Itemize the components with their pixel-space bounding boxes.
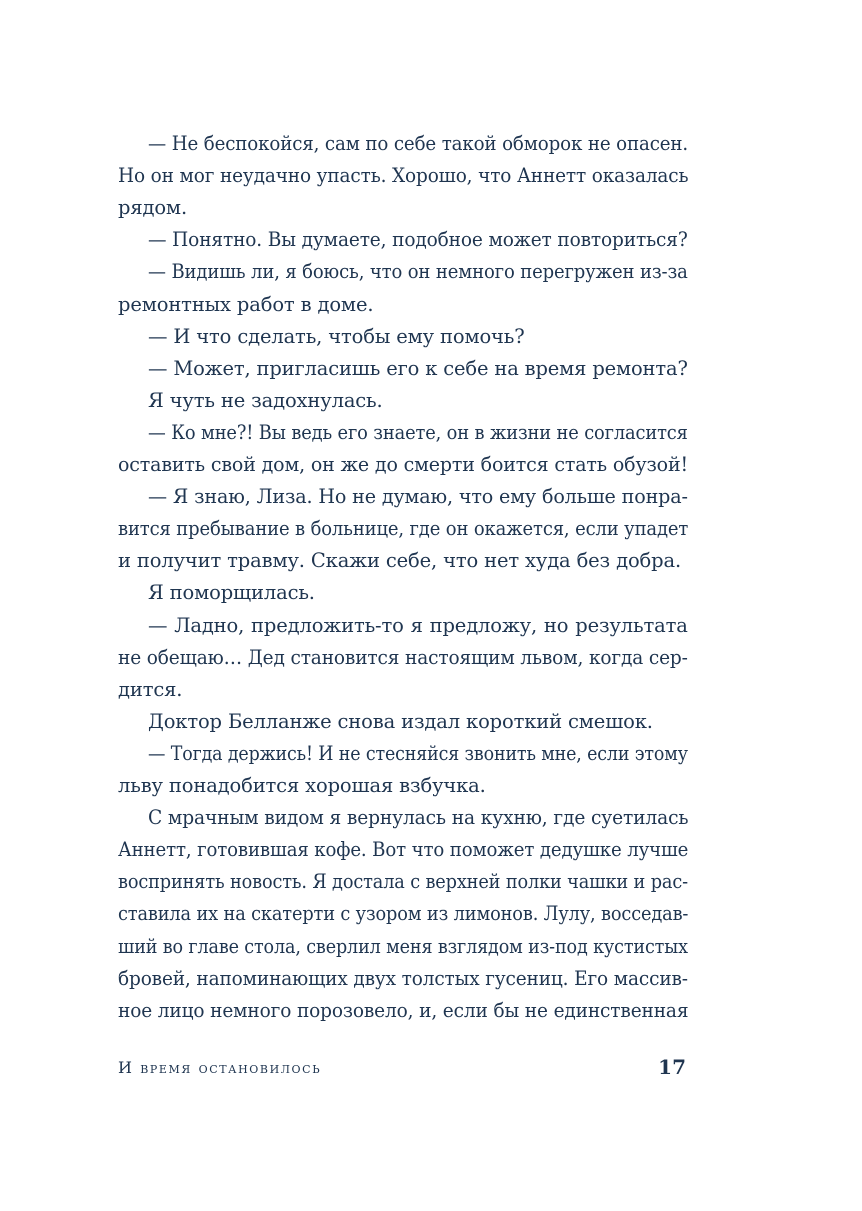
text-line: — Ладно, предложить-то я предложу, но результата <box>148 613 688 637</box>
text-line: Аннетт, готовившая кофе. Вот что поможет дедушке лучше <box>118 838 689 862</box>
text-line: — Ко мне?! Вы ведь его знаете, он в жизни не согласится <box>148 420 688 444</box>
text-line: и получит травму. Скажи себе, что нет худа без добра. <box>118 549 681 573</box>
text-line: Я чуть не задохнулась. <box>148 388 383 412</box>
text-line: не обещаю… Дед становится настоящим львом, когда сер- <box>118 645 688 669</box>
text-line: Но он мог неудачно упасть. Хорошо, что Аннетт оказалась <box>118 164 689 188</box>
text-line: вится пребывание в больнице, где он окажется, если упадет <box>118 517 689 541</box>
text-line: оставить свой дом, он же до смерти боится стать обузой! <box>118 453 688 476</box>
text-line: — Может, пригласишь его к себе на время ремонта? <box>148 356 688 380</box>
text-line: Доктор Белланже снова издал короткий смешок. <box>148 709 653 733</box>
text-line: — Я знаю, Лиза. Но не думаю, что ему больше понра- <box>148 485 688 509</box>
text-line: ставила их на скатерти с узором из лимонов. Лулу, восседав- <box>118 902 689 926</box>
text-line: льву понадобится хорошая взбучка. <box>118 774 486 797</box>
text-line: рядом. <box>118 196 187 220</box>
text-line: — Понятно. Вы думаете, подобное может повториться? <box>148 228 688 252</box>
text-line: — Видишь ли, я боюсь, что он немного перегружен из-за <box>148 260 688 284</box>
text-line: — Не беспокойся, сам по себе такой обморок не опасен. <box>148 132 689 155</box>
text-line: С мрачным видом я вернулась на кухню, где суетилась <box>148 806 689 830</box>
text-line: воспринять новость. Я достала с верхней полки чашки и рас- <box>118 870 688 894</box>
text-line: ремонтных работ в доме. <box>118 292 374 316</box>
text-line: — И что сделать, чтобы ему помочь? <box>148 324 525 348</box>
text-line: ший во главе стола, сверлил меня взглядом из-под кустистых <box>118 934 688 958</box>
text-line: Я поморщилась. <box>148 581 315 605</box>
text-line: ное лицо немного порозовело, и, если бы не единственная <box>118 998 689 1022</box>
running-footer-title: И время остановилось <box>118 1058 322 1077</box>
page-number: 17 <box>658 1055 686 1079</box>
text-line: — Тогда держись! И не стесняйся звонить мне, если этому <box>148 741 688 765</box>
text-line: бровей, напоминающих двух толстых гусениц. Его массив- <box>118 966 688 990</box>
text-line: дится. <box>118 677 183 701</box>
